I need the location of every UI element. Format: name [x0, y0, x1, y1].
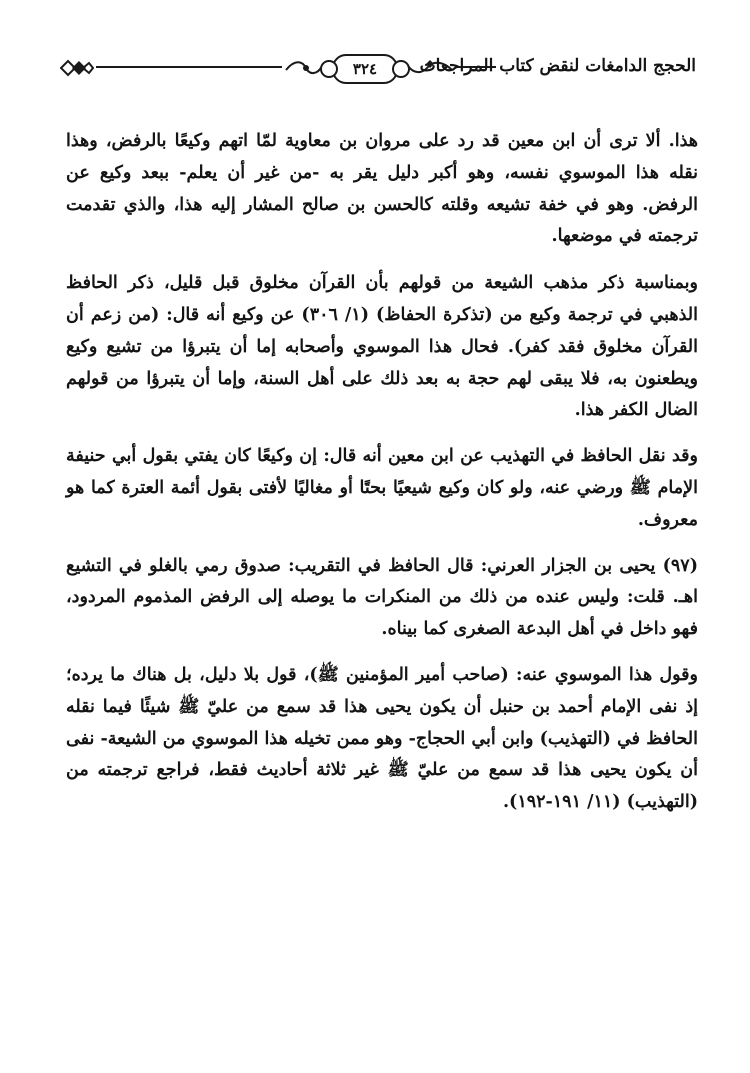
paragraph: وقول هذا الموسوي عنه: (صاحب أمير المؤمنين ﷺ)، قول بلا دليل، بل هناك ما يرده؛ إذ نفى الإمام أحمد بن حنبل أن يكون يحيى هذا قد سمع من عليّ ﷺ شيئًا فيما نقله الحافظ في (التهذيب) وابن أبي الحجاج- وهو ممن تخيله هذا الموسوي من الشيعة- نفى أن يكون يحيى هذا قد سمع من عليّ ﷺ غير ثلاثة أحاديث فقط، فراجع ترجمته من (التهذيب) (١١/ ١٩١-١٩٢).	[66, 664, 698, 813]
running-header	[60, 52, 696, 88]
page-number: ٣٢٤	[332, 54, 398, 84]
arabesque-ornament-icon	[60, 58, 94, 78]
paragraph: وبمناسبة ذكر مذهب الشيعة من قولهم بأن القرآن مخلوق قبل قليل، ذكر الحافظ الذهبي في ترجمة وكيع من (تذكرة الحفاظ) (١/ ٣٠٦) عن وكيع أنه قال: (من زعم أن القرآن مخلوق فقد كفر). فحال هذا الموسوي وأصحابه إما أن يتبرؤا من تشيع وكيع ويطعنون به، فلا يبقى لهم حجة به بعد ذلك على أهل السنة، وإما أن يتبرؤا من قولهم الضال الكفر هذا.	[66, 273, 698, 421]
book-title: الحجج الدامغات لنقض كتاب المراجعات	[419, 56, 696, 76]
paragraph: (٩٧) يحيى بن الجزار العرني: قال الحافظ في التقريب: صدوق رمي بالغلو في التشيع اهـ. قلت: وليس عنده من ذلك من المنكرات ما يوصله إلى الرفض المذموم المردود، فهو داخل في أهل البدعة الصغرى كما بيناه.	[66, 555, 698, 640]
swirl-ornament-icon	[284, 58, 324, 78]
paragraph: وقد نقل الحافظ في التهذيب عن ابن معين أنه قال: إن وكيعًا كان يفتي بقول أبي حنيفة الإمام ﷺ ورضي عنه، ولو كان وكيع شيعيًا بحتًا أو مغاليًا لأفتى بقول أئمة العترة كما هو معروف.	[66, 446, 698, 530]
paragraph: هذا. ألا ترى أن ابن معين قد رد على مروان بن معاوية لمّا اتهم وكيعًا بالرفض، وهذا نقله هذا الموسوي نفسه، وهو أكبر دليل يقر به -من غير أن يعلم- ببعد وكيع عن الرفض. وهو في خفة تشيعه وقلته كالحسن بن صالح المشار إليه هذا، والذي تقدمت ترجمته في موضعها.	[66, 131, 698, 247]
page-body	[66, 126, 698, 833]
header-rule	[96, 66, 282, 68]
